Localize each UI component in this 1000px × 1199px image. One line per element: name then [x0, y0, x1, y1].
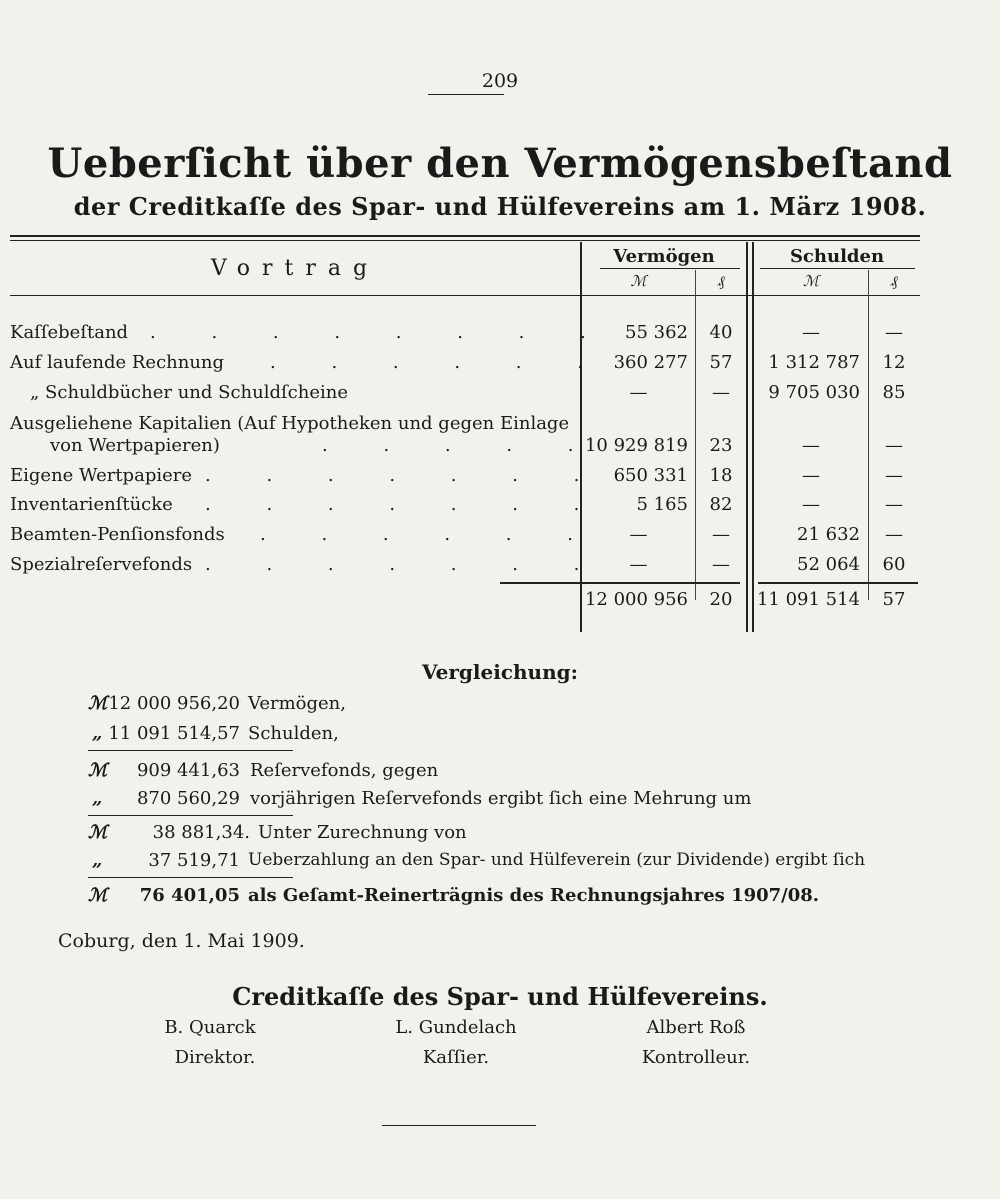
comparison-amount: 909 441,63	[136, 760, 240, 781]
page-number-rule	[428, 94, 504, 95]
totals-rule-schulden	[758, 582, 918, 584]
signatory-name: L. Gundelach	[395, 1017, 517, 1038]
header-vermoegen-underline	[600, 268, 740, 269]
row-label-continuation: von Wertpapieren)	[50, 435, 220, 456]
row-label: Inventarienſtücke	[10, 494, 173, 515]
ditto-mark: „	[92, 788, 103, 809]
total-vermoegen-mark: 12 000 956	[584, 589, 688, 610]
document-subtitle: der Creditkaſſe des Spar- und Hülfevereins am 1. März 1908.	[73, 192, 927, 221]
place-date: Coburg, den 1. Mai 1909.	[58, 930, 305, 952]
cell-vermoegen-pf: —	[712, 382, 730, 403]
comparison-text: Ueberzahlung an den Spar- und Hülfeverein (zur Dividende) ergibt ſich	[248, 850, 866, 870]
cell-schulden-mark: 52 064	[797, 554, 860, 575]
row-label: „ Schuldbücher und Schuldſcheine	[30, 382, 348, 403]
comparison-amount: 38 881,34.	[152, 822, 250, 843]
comparison-amount: 870 560,29	[136, 788, 240, 809]
comparison-rule	[88, 877, 293, 878]
cell-vermoegen-pf: 57	[709, 352, 733, 373]
row-label: Eigene Wertpapiere	[10, 465, 193, 486]
document-title: Ueberſicht über den Vermögensbeſtand	[47, 140, 953, 187]
row-dots: . . . . . . .	[205, 465, 605, 486]
cell-vermoegen-pf: 18	[709, 465, 733, 486]
cell-vermoegen-pf: 82	[709, 494, 733, 515]
row-label: Ausgeliehene Kapitalien (Auf Hypotheken und gegen Einlage	[10, 413, 570, 434]
signature-heading: Creditkaſſe des Spar- und Hülfevereins.	[232, 982, 768, 1011]
comparison-result-text: als Geſamt-Reinerträgnis des Rechnungsjahres 1907/08.	[248, 885, 820, 906]
total-vermoegen-pf: 20	[709, 589, 733, 610]
header-vermoegen: Vermögen	[613, 246, 715, 267]
row-dots: . . . . . . .	[205, 494, 605, 515]
signatory-role: Kaſſier.	[422, 1047, 490, 1068]
cell-vermoegen-mark: —	[629, 382, 648, 403]
row-dots: . . . . . .	[260, 524, 598, 545]
row-label: Auf laufende Rechnung	[10, 352, 225, 373]
cell-schulden-pf: 60	[882, 554, 906, 575]
totals-rule-vermoegen	[500, 582, 740, 584]
signatory-role: Kontrolleur.	[641, 1047, 751, 1068]
row-dots: . . . . .	[322, 435, 599, 456]
cell-vermoegen-mark: 360 277	[613, 352, 688, 373]
unit-mark-vermoegen: ℳ	[630, 272, 647, 290]
cell-vermoegen-mark: 5 165	[636, 494, 688, 515]
cell-schulden-pf: —	[885, 322, 903, 343]
page-number: 209	[481, 70, 519, 92]
cell-schulden-pf: —	[885, 494, 903, 515]
row-dots: . . . . . . .	[205, 554, 605, 575]
comparison-text: Unter Zurechnung von	[258, 822, 467, 843]
cell-schulden-mark: 1 312 787	[768, 352, 860, 373]
cell-schulden-mark: 9 705 030	[768, 382, 860, 403]
cell-schulden-pf: —	[885, 435, 903, 456]
unit-pf-schulden: ₰	[890, 272, 898, 290]
unit-mark-schulden: ℳ	[802, 272, 820, 290]
currency-symbol: ℳ	[88, 822, 108, 843]
comparison-rule	[88, 750, 293, 751]
currency-symbol: ℳ	[88, 885, 108, 906]
cell-schulden-mark: —	[802, 494, 820, 515]
header-schulden-underline	[760, 268, 915, 269]
comparison-rule	[88, 815, 293, 816]
table-top-rule	[10, 235, 920, 237]
cell-vermoegen-mark: 10 929 819	[584, 435, 688, 456]
col-divider-mid-1	[746, 242, 748, 632]
currency-symbol: ℳ	[88, 760, 108, 781]
signatory-name: Albert Roß	[646, 1017, 746, 1038]
comparison-text: Reſervefonds, gegen	[250, 760, 439, 781]
cell-vermoegen-pf: —	[712, 554, 730, 575]
cell-vermoegen-mark: 650 331	[613, 465, 688, 486]
signatory-role: Direktor.	[174, 1047, 256, 1068]
currency-symbol: ℳ	[88, 693, 108, 714]
bottom-rule	[382, 1125, 536, 1126]
row-dots: . . . . . . . .	[150, 322, 611, 343]
total-schulden-mark: 11 091 514	[756, 589, 860, 610]
signatory-name: B. Quarck	[164, 1017, 256, 1038]
comparison-amount: 37 519,71	[148, 850, 240, 871]
cell-schulden-pf: —	[885, 465, 903, 486]
unit-pf-vermoegen: ₰	[717, 272, 725, 290]
ditto-mark: „	[92, 850, 103, 871]
cell-schulden-pf: —	[885, 524, 903, 545]
ditto-mark: „	[92, 723, 103, 744]
cell-schulden-mark: —	[802, 435, 820, 456]
row-dots: . . . . . .	[270, 352, 608, 373]
comparison-result-amount: 76 401,05	[139, 885, 240, 906]
header-bottom-rule	[10, 295, 920, 296]
cell-schulden-mark: —	[802, 465, 820, 486]
table-top-rule-2	[10, 240, 920, 241]
header-schulden: Schulden	[789, 246, 885, 267]
total-schulden-pf: 57	[882, 589, 906, 610]
comparison-title: Vergleichung:	[421, 660, 578, 684]
comparison-text: Vermögen,	[248, 693, 346, 714]
cell-schulden-pf: 85	[882, 382, 906, 403]
header-vortrag: Vortrag	[210, 256, 380, 281]
cell-vermoegen-pf: —	[712, 524, 730, 545]
cell-schulden-mark: —	[802, 322, 820, 343]
cell-vermoegen-mark: —	[629, 524, 648, 545]
cell-vermoegen-mark: —	[629, 554, 648, 575]
comparison-amount: 11 091 514,57	[108, 723, 240, 744]
cell-vermoegen-mark: 55 362	[625, 322, 688, 343]
row-label: Kaſſebeſtand	[10, 322, 129, 343]
comparison-amount: 12 000 956,20	[108, 693, 240, 714]
row-label: Beamten-Penſionsfonds	[10, 524, 225, 545]
row-label: Spezialreſervefonds	[10, 554, 193, 575]
comparison-text: vorjährigen Reſervefonds ergibt ſich eine Mehrung um	[250, 788, 752, 809]
cell-vermoegen-pf: 40	[709, 322, 733, 343]
cell-schulden-mark: 21 632	[797, 524, 860, 545]
cell-schulden-pf: 12	[882, 352, 906, 373]
comparison-text: Schulden,	[248, 723, 339, 744]
cell-vermoegen-pf: 23	[709, 435, 733, 456]
